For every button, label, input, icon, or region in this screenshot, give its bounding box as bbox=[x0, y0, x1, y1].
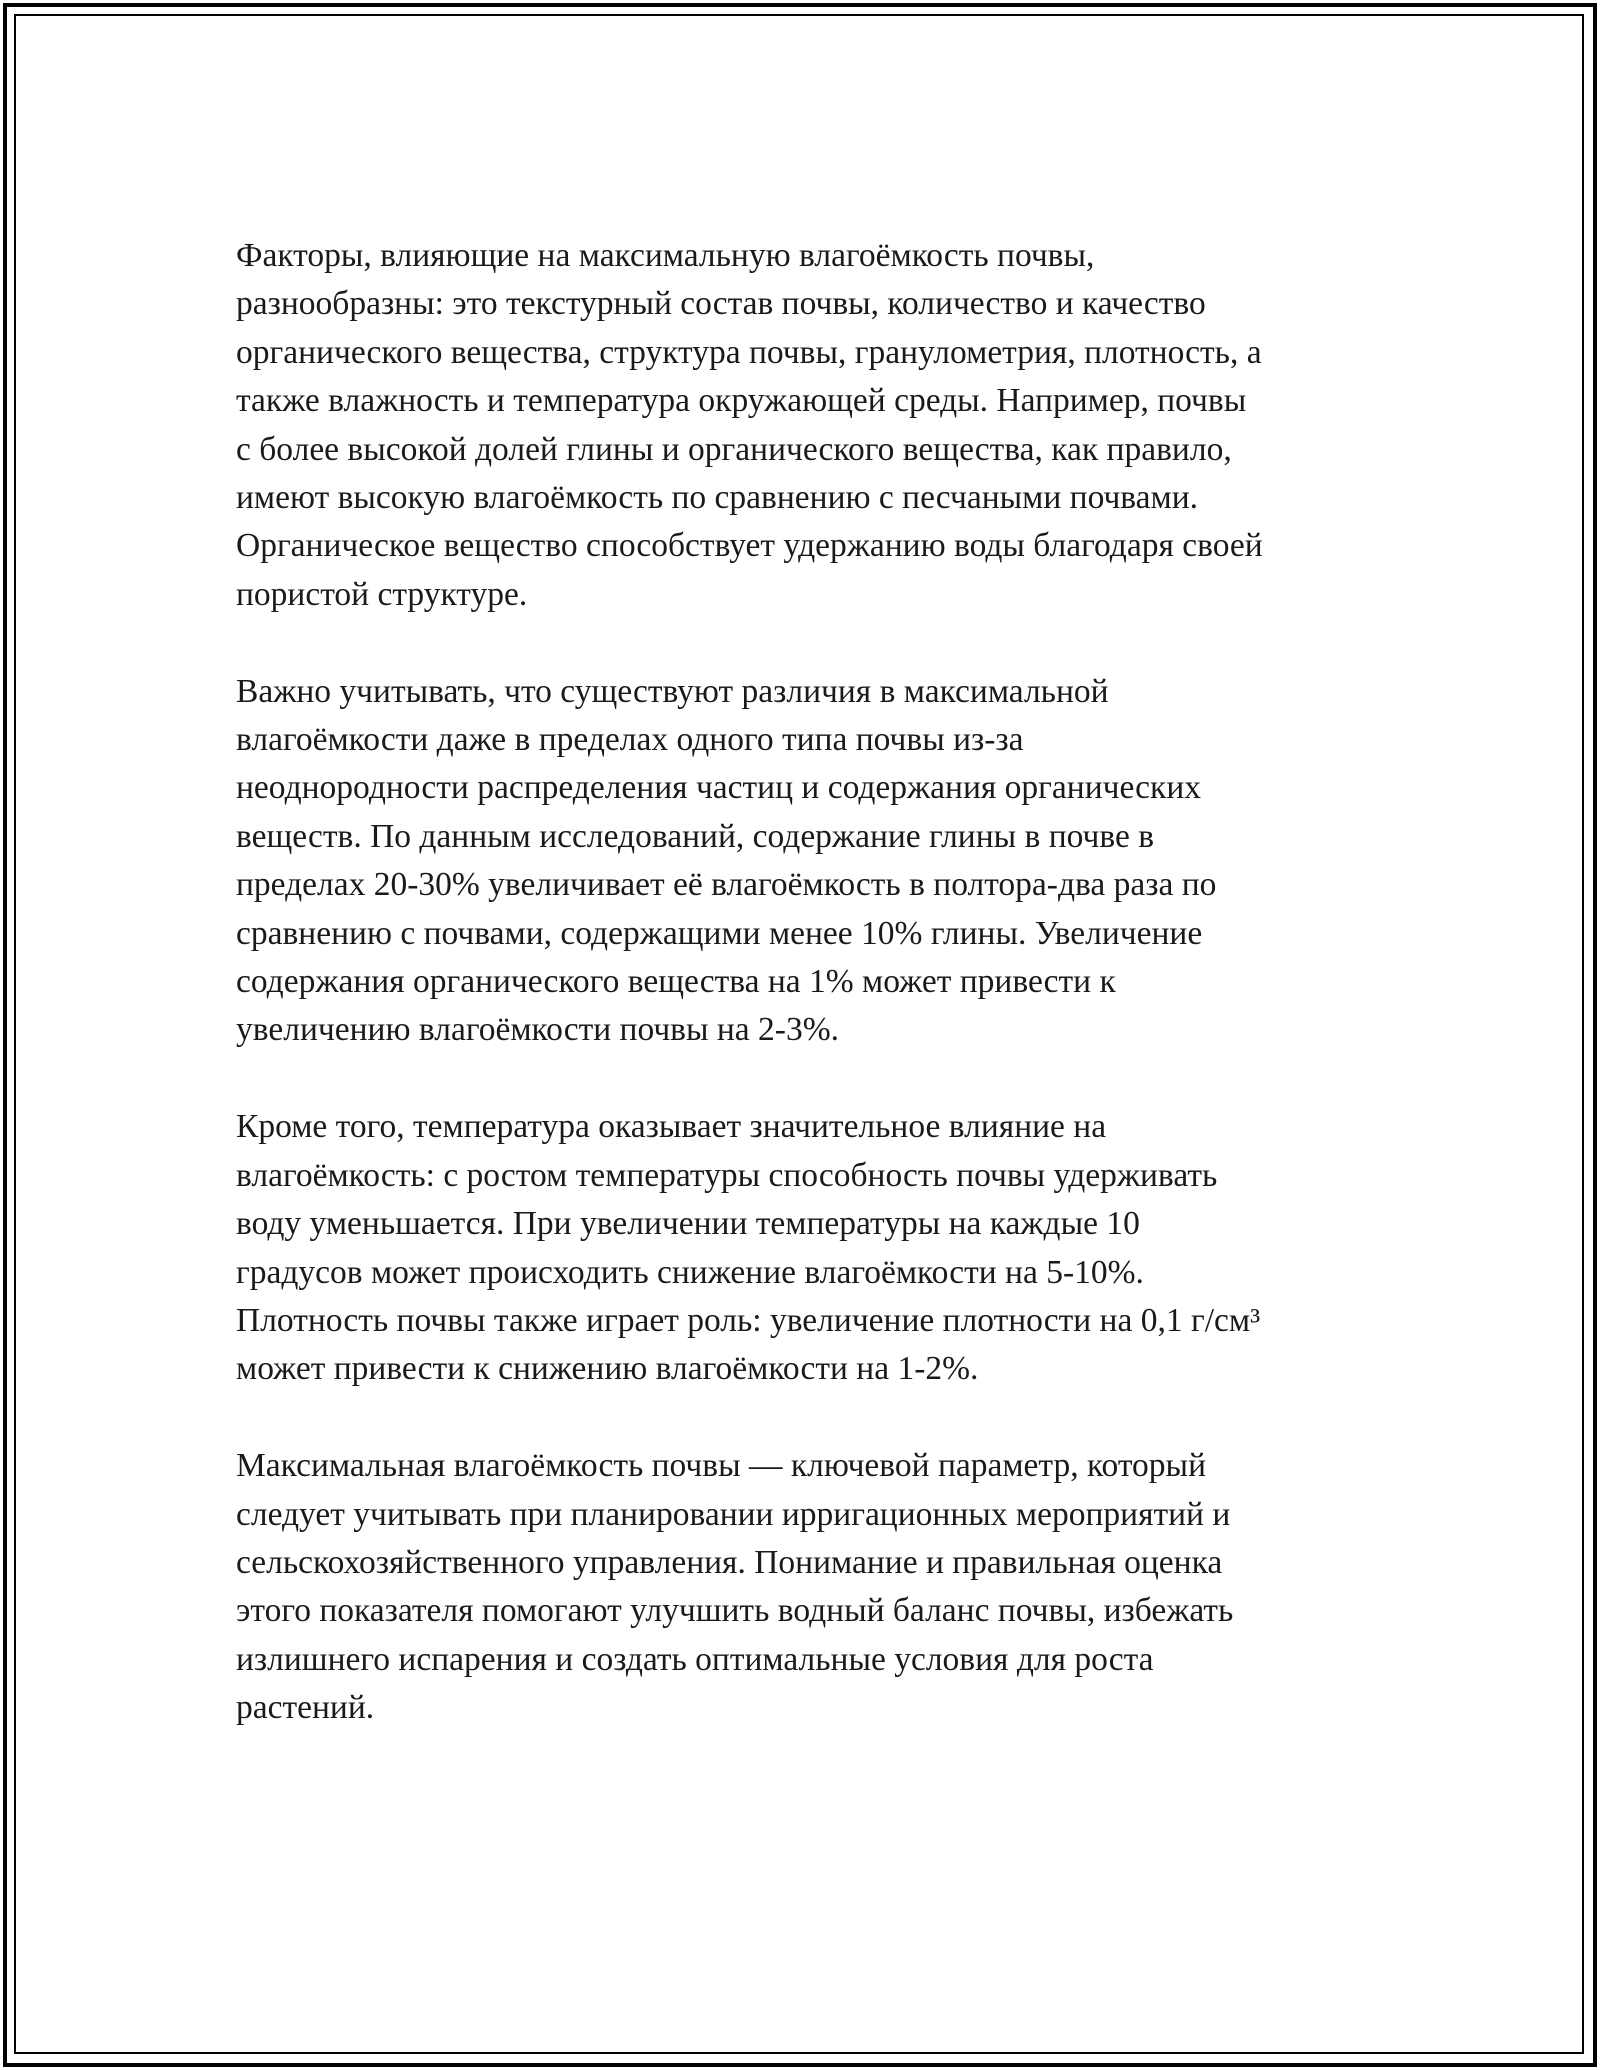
paragraph-variability: Важно учитывать, что существуют различия в максимальной влагоёмкости даже в пределах одного типа почвы из-за неоднородности распределения частиц и содержания органических веществ. По данным исследований, содержание глины в почве в пределах 20-30% увеличивает её влагоёмкость в полтора-два раза по сравнению с почвами, содержащими менее 10% глины. Увеличение содержания органического вещества на 1% может привести к увеличению влагоёмкости почвы на 2-3%. bbox=[236, 672, 1217, 1049]
document-body bbox=[236, 232, 1386, 1781]
paragraph-factors: Факторы, влияющие на максимальную влагоёмкость почвы, разнообразны: это текстурный состав почвы, количество и качество органического вещества, структура почвы, гранулометрия, плотность, а также влажность и температура окружающей среды. Например, почвы с более высокой долей глины и органического вещества, как правило, имеют высокую влагоёмкость по сравнению с песчаными почвами. Органическое вещество способствует удержанию воды благодаря своей пористой структуре. bbox=[236, 237, 1263, 613]
paragraph-temperature-density: Кроме того, температура оказывает значительное влияние на влагоёмкость: с ростом температуры способность почвы удерживать воду уменьшается. При увеличении температуры на каждые 10 градусов может происходить снижение влагоёмкости на 5-10%. Плотность почвы также играет роль: увеличение плотности на 0,1 г/см³ может привести к снижению влагоёмкости на 1-2%. bbox=[236, 1108, 1261, 1388]
paragraph-conclusion: Максимальная влагоёмкость почвы — ключевой параметр, который следует учитывать при планировании ирригационных мероприятий и сельскохозяйственного управления. Понимание и правильная оценка этого показателя помогают улучшить водный баланс почвы, избежать излишнего испарения и создать оптимальные условия для роста растений. bbox=[236, 1447, 1234, 1727]
